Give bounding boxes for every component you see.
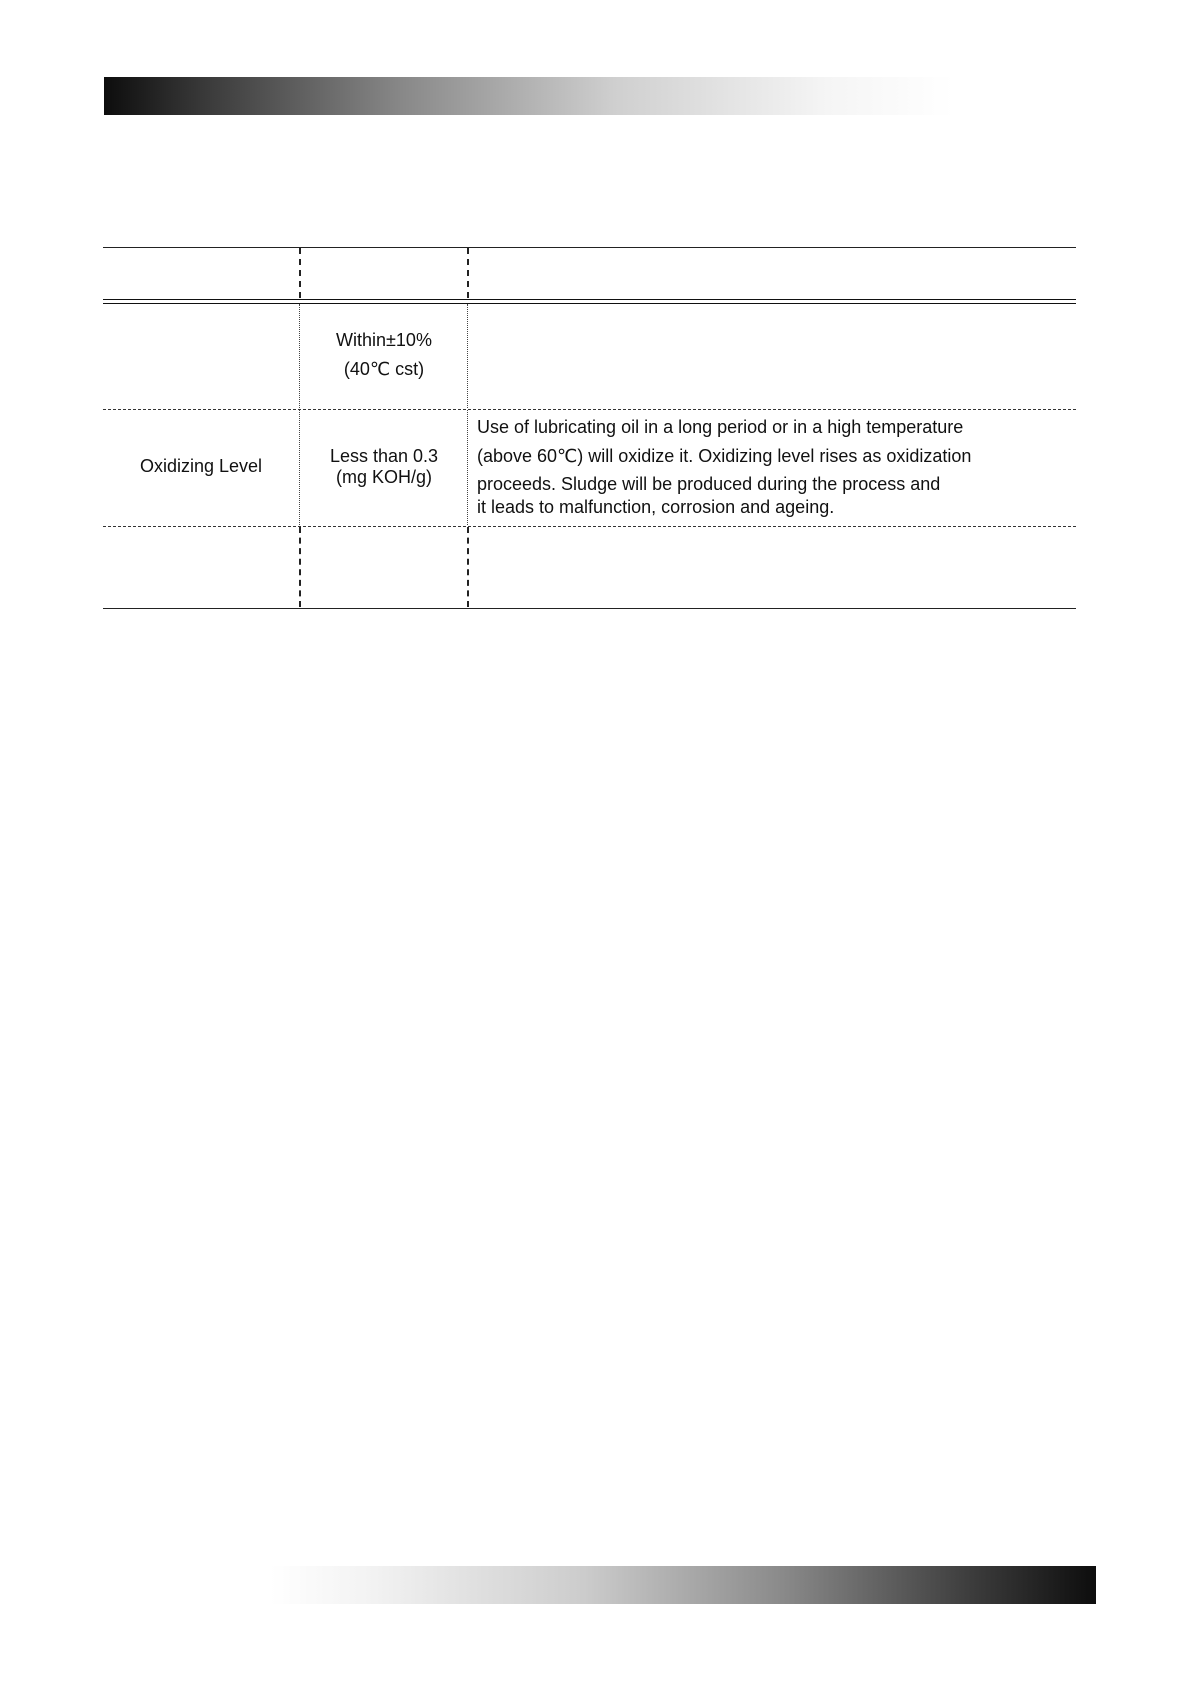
column-divider (299, 304, 300, 408)
table-bottom-rule (103, 608, 1076, 609)
table-top-rule (103, 247, 1076, 248)
standard-value: Within±10% (336, 330, 432, 350)
column-divider (299, 527, 301, 607)
table-cell-parameter: Oxidizing Level (139, 456, 263, 476)
description-line: Use of lubricating oil in a long period or in a high temperature (477, 417, 964, 437)
column-divider (467, 248, 469, 298)
table-row-divider (103, 526, 1076, 527)
standard-unit: (mg KOH/g) (335, 467, 432, 487)
table-header-double-rule (103, 299, 1076, 304)
table-cell-standard (301, 330, 467, 380)
column-divider (467, 304, 468, 408)
table-cell-description (477, 417, 1072, 518)
description-line: it leads to malfunction, corrosion and ageing. (477, 497, 835, 517)
description-line: (above 60℃) will oxidize it. Oxidizing level rises as oxidization (477, 446, 972, 466)
standard-unit: (40℃ cst) (343, 359, 425, 379)
column-divider (299, 410, 300, 525)
footer-gradient-band (270, 1566, 1096, 1604)
column-divider (299, 248, 301, 298)
description-line: proceeds. Sludge will be produced during the process and (477, 474, 941, 494)
column-divider (467, 527, 469, 607)
header-gradient-band (104, 77, 954, 115)
table-row-divider (103, 409, 1076, 410)
oil-spec-table (103, 247, 1076, 609)
standard-value: Less than 0.3 (329, 446, 439, 466)
column-divider (467, 410, 468, 525)
table-cell-standard (301, 446, 467, 488)
